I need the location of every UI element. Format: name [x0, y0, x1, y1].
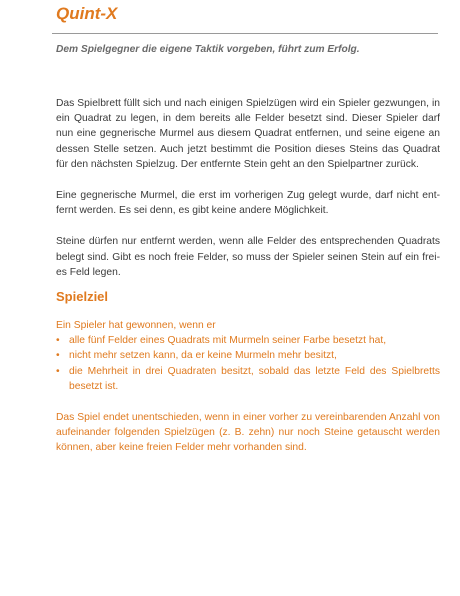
body-text	[56, 96, 440, 296]
goal-list-item	[56, 348, 440, 363]
goal-list-item	[56, 333, 440, 348]
goal-item-text: alle fünf Felder eines Quadrats mit Murmeln seiner Farbe besetzt hat,	[69, 335, 387, 347]
body-paragraph-2: Eine gegnerische Murmel, die erst im vorherigen Zug gelegt wurde, darf nicht entfernt werden. Es sei denn, es gibt keine andere Möglichkeit.	[56, 190, 440, 217]
body-paragraph-3: Steine dürfen nur entfernt werden, wenn alle Felder des entsprechenden Quadrats belegt sind. Gibt es noch freie Felder, so muss der Spieler seinen Stein auf ein freies Feld legen.	[56, 236, 440, 278]
bullet-icon: •	[56, 365, 60, 377]
bullet-icon: •	[56, 350, 60, 362]
goal-item-text: die Mehrheit in drei Quadraten besitzt, sobald das letzte Feld des Spielbretts besetzt ist.	[69, 365, 440, 392]
bullet-icon: •	[56, 335, 60, 347]
page-title: Quint-X	[56, 4, 118, 23]
goal-outro: Das Spiel endet unentschieden, wenn in einer vorher zu vereinbarenden Anzahl von aufeinander folgenden Spielzügen (z. B. zehn) nur noch Steine getauscht werden können, aber keine freien Felder mehr vorhanden sind.	[56, 412, 440, 454]
body-paragraph-1: Das Spielbrett füllt sich und nach einigen Spielzügen wird ein Spieler gezwungen, in ein Quadrat zu legen, in dem bereits alle Felder besetzt sind. Dieser Spieler darf nun eine gegnerische Murmel aus diesem Quadrat entfernen, und seine eigene an dessen Stelle setzen. Auch jetzt bestimmt die Position dieses Steins das Quadrat für den nächsten Spielzug. Der entfernte Stein geht an den Spielpartner zurück.	[56, 98, 440, 170]
goal-list-item	[56, 364, 440, 394]
goal-section	[56, 318, 440, 456]
goal-intro: Ein Spieler hat gewonnen, wenn er	[56, 320, 216, 331]
title-divider	[52, 33, 438, 34]
page-subtitle: Dem Spielgegner die eigene Taktik vorgeben, führt zum Erfolg.	[56, 44, 360, 55]
goal-list	[56, 333, 440, 394]
section-heading-spielziel: Spielziel	[56, 289, 109, 304]
goal-item-text: nicht mehr setzen kann, da er keine Murmeln mehr besitzt,	[69, 350, 337, 362]
